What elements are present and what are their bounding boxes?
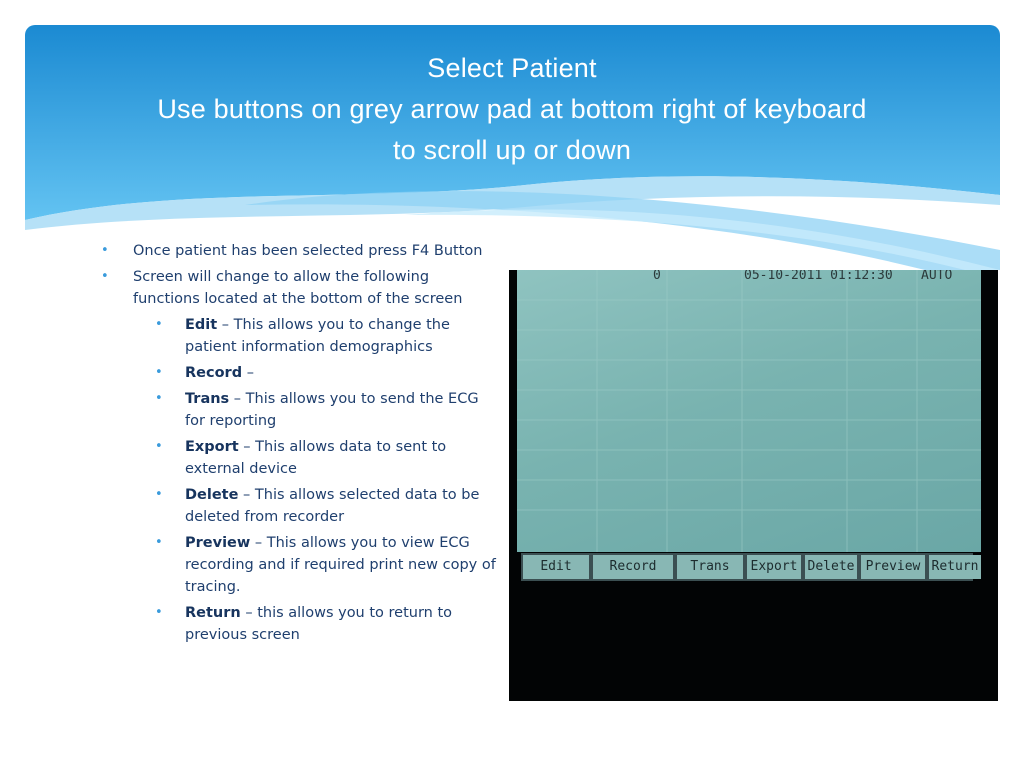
term-return: Return (185, 605, 241, 621)
function-key-bar (521, 553, 979, 581)
sub-bullet-trans (100, 388, 500, 432)
bullet-item: • Screen will change to allow the following functions located at the bottom of the screen (100, 266, 500, 310)
sub-bullet-preview (100, 532, 500, 598)
desc-edit: – This allows you to change the patient information demographics (185, 317, 450, 355)
desc-preview: – This allows you to view ECG recording and if required print new copy of tracing. (185, 535, 496, 595)
desc-trans: – This allows you to send the ECG for reporting (185, 391, 479, 429)
term-preview: Preview (185, 535, 251, 551)
term-edit: Edit (185, 317, 218, 333)
ecg-screen-photo (509, 270, 998, 701)
desc-export: – This allows data to sent to external device (185, 439, 447, 477)
sub-bullet-export (100, 436, 500, 480)
fkey-trans[interactable]: Trans (677, 555, 743, 579)
lcd-grid (517, 270, 981, 552)
title-line-2: Use buttons on grey arrow pad at bottom right of keyboard (157, 94, 867, 124)
fkey-delete[interactable]: Delete (805, 555, 857, 579)
fkey-edit[interactable]: Edit (523, 555, 589, 579)
fkey-record[interactable]: Record (593, 555, 673, 579)
term-record: Record (185, 365, 243, 381)
sub-bullet-delete (100, 484, 500, 528)
record-count: 0 (653, 270, 661, 283)
fkey-return[interactable]: Return (929, 555, 981, 579)
term-trans: Trans (185, 391, 230, 407)
title-line-3: to scroll up or down (392, 135, 632, 165)
bullet-item: • Once patient has been selected press F4 Button (100, 240, 500, 262)
sub-bullet-edit (100, 314, 500, 358)
date-time: 05-10-2011 01:12:30 (744, 270, 893, 283)
sub-bullet-record (100, 362, 500, 384)
desc-return: – this allows you to return to previous screen (185, 605, 453, 643)
sub-bullet-list (100, 314, 500, 646)
term-delete: Delete (185, 487, 239, 503)
term-export: Export (185, 439, 239, 455)
fkey-preview[interactable]: Preview (861, 555, 925, 579)
lcd-display (517, 270, 981, 552)
desc-delete: – This allows selected data to be deleted from recorder (185, 487, 480, 525)
title-line-1: Select Patient (427, 53, 597, 83)
sub-bullet-return (100, 602, 500, 646)
fkey-export[interactable]: Export (747, 555, 801, 579)
bullet-list (100, 240, 500, 650)
desc-record: – (242, 365, 254, 381)
mode-indicator: AUTO (921, 270, 953, 283)
slide-title (60, 48, 964, 171)
